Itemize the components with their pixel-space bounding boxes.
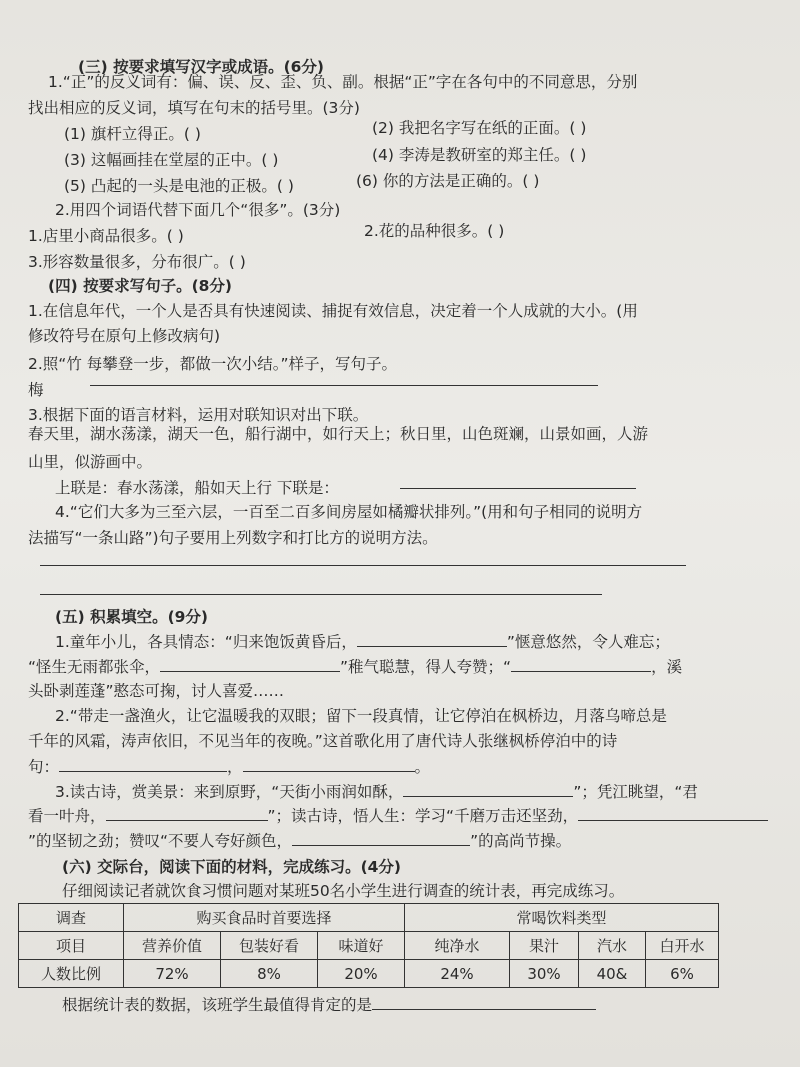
s6-answer-blank[interactable] [372,995,596,1010]
table-row-label: 人数比例 [19,960,124,988]
s3-item-5: (5) 凸起的一头是电池的正极。( ) [64,177,294,195]
section-6-title: (六) 交际台，阅读下面的材料，完成练习。(4分) [62,858,402,876]
s4-q4-line1: 4.“它们大多为三至六层，一百至二百多间房屋如橘瓣状排列。”(用和句子相同的说明方 [55,503,643,521]
section-5-title: (五) 积累填空。(9分) [55,608,209,626]
s4-q2-answer-line[interactable] [90,385,598,386]
s4-q1-line1: 1.在信息年代，一个人是否具有快速阅读、捕捉有效信息，决定着一个人成就的大小。(用 [28,302,638,320]
s5-blank-8[interactable] [578,806,768,821]
s3-item-2: (2) 我把名字写在纸的正面。( ) [372,119,587,137]
s5-blank-6[interactable] [403,782,573,797]
s5-q3-line2: 看一叶舟， ”；读古诗，悟人生：学习“千磨万击还坚劲， [28,806,768,826]
s3-item-6: (6) 你的方法是正确的。( ) [356,172,540,190]
s4-q2: 2.照“竹 每攀登一步，都做一次小结。”样子，写句子。 [28,355,398,373]
table-cell: 30% [510,960,579,988]
s5-q2-line2: 千年的风霜，涛声依旧，不见当年的夜晚。”这首歌化用了唐代诗人张继枫桥停泊中的诗 [28,732,618,750]
s3-q2-1: 1.店里小商品很多。( ) [28,227,184,245]
s4-q3-material-1: 春天里，湖水荡漾，湖天一色，船行湖中，如行天上；秋日里，山色斑斓，山景如画，人游 [28,425,649,443]
s3-q2-2: 2.花的品种很多。( ) [364,222,505,240]
s5-q1-line3: 头卧剥莲蓬”憨态可掬，讨人喜爱…… [28,682,285,700]
table-row [19,960,719,988]
s4-q3: 3.根据下面的语言材料，运用对联知识对出下联。 [28,406,369,424]
table-col-header: 包装好看 [221,932,318,960]
table-row [19,932,719,960]
table-header-cell: 项目 [19,932,124,960]
s5-blank-5[interactable] [243,757,415,772]
survey-table [18,903,719,988]
table-group-header: 购买食品时首要选择 [124,904,405,932]
s5-q1-line2: “怪生无雨都张伞， ”稚气聪慧，得人夸赞；“ ，溪 [28,658,683,676]
s3-q1-line1: 1.“正”的反义词有：偏、误、反、歪、负、副。根据“正”字在各句中的不同意思，分别 [48,73,638,91]
table-col-header: 汽水 [579,932,646,960]
table-cell: 40& [579,960,646,988]
s3-q2: 2.用四个词语代替下面几个“很多”。(3分) [55,201,341,219]
s5-blank-2[interactable] [160,657,340,672]
table-header-cell: 调查 [19,904,124,932]
s5-blank-4[interactable] [59,757,227,772]
s4-q1-line2: 修改符号在原句上修改病句) [28,327,221,345]
s5-q3-line1: 3.读古诗，赏美景：来到原野，“天街小雨润如酥， ”；凭江眺望，“君 [55,783,698,801]
section-4-title: (四) 按要求写句子。(8分) [48,277,233,295]
table-col-header: 白开水 [646,932,719,960]
table-cell: 24% [405,960,510,988]
s5-blank-1[interactable] [357,632,507,647]
table-cell: 6% [646,960,719,988]
table-cell: 20% [318,960,405,988]
s5-blank-9[interactable] [292,831,470,846]
s4-q3-couplet: 上联是：春水荡漾，船如天上行 下联是： [55,479,339,497]
s4-q3-material-2: 山里，似游画中。 [28,453,153,471]
table-col-header: 味道好 [318,932,405,960]
s3-q1-line2: 找出相应的反义词，填写在句末的括号里。(3分) [28,99,360,117]
s3-q2-3: 3.形容数量很多，分布很广。( ) [28,253,246,271]
s4-q3-answer-line[interactable] [400,488,636,489]
table-row [19,904,719,932]
s4-q2-word: 梅 [28,381,44,399]
s5-q2-line1: 2.“带走一盏渔火，让它温暖我的双眼；留下一段真情，让它停泊在枫桥边，月落乌啼总是 [55,707,667,725]
s4-q4-answer-line-2[interactable] [40,594,602,595]
s5-q2-line3: 句： ， 。 [28,758,431,776]
s5-q3-line3: ”的坚韧之劲；赞叹“不要人夸好颜色， ”的高尚节操。 [28,832,572,850]
s5-blank-7[interactable] [106,806,268,821]
s6-question: 根据统计表的数据，该班学生最值得肯定的是 [62,995,596,1015]
s4-q4-line2: 法描写“一条山路”)句子要用上列数字和打比方的说明方法。 [28,529,438,547]
section-3-title: (三) 按要求填写汉字或成语。(6分) [78,58,325,76]
table-group-header: 常喝饮料类型 [405,904,719,932]
s5-blank-3[interactable] [511,657,651,672]
table-col-header: 果汁 [510,932,579,960]
s3-item-4: (4) 李涛是教研室的郑主任。( ) [372,146,587,164]
s3-item-1: (1) 旗杆立得正。( ) [64,125,201,143]
table-cell: 8% [221,960,318,988]
s6-intro: 仔细阅读记者就饮食习惯问题对某班50名小学生进行调查的统计表，再完成练习。 [62,882,625,900]
s4-q4-answer-line-1[interactable] [40,565,686,566]
s3-item-3: (3) 这幅画挂在堂屋的正中。( ) [64,151,279,169]
table-col-header: 营养价值 [124,932,221,960]
s5-q1-line1: 1.童年小儿，各具情态：“归来饱饭黄昏后， ”惬意悠然，令人难忘； [55,633,670,651]
table-cell: 72% [124,960,221,988]
table-col-header: 纯净水 [405,932,510,960]
